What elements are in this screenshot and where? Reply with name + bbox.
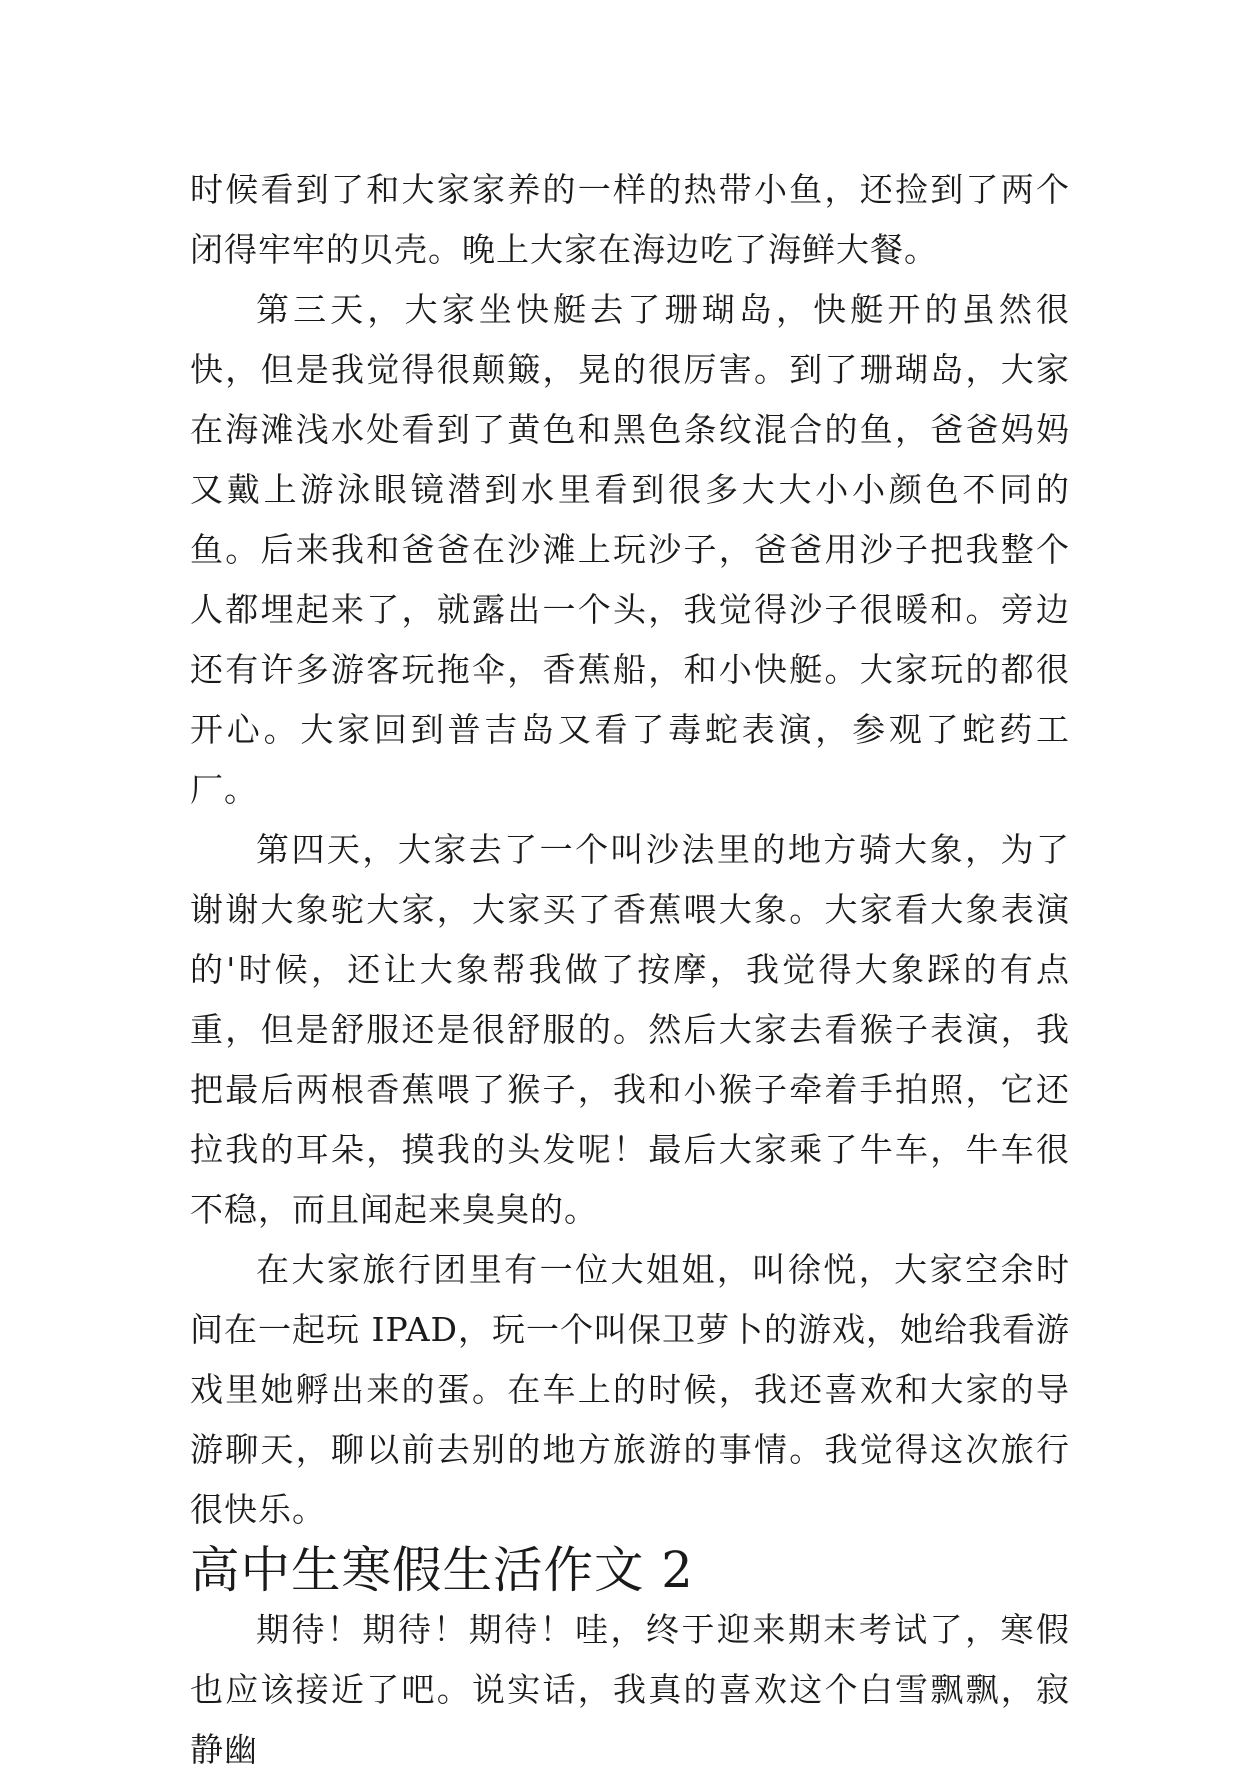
document-body — [190, 160, 1070, 1780]
essay-heading: 高中生寒假生活作文 2 — [190, 1541, 694, 1599]
paragraph-day-four: 第四天，大家去了一个叫沙法里的地方骑大象，为了谢谢大象驼大家，大家买了香蕉喂大象。大家看大象表演的'时候，还让大象帮我做了按摩，我觉得大象踩的有点重，但是舒服还是很舒服的。然后大家去看猴子表演，我把最后两根香蕉喂了猴子，我和小猴子牵着手拍照，它还拉我的耳朵，摸我的头发呢！最后大家乘了牛车，牛车很不稳，而且闻起来臭臭的。 — [190, 830, 1070, 1229]
paragraph-essay-two-start: 期待！期待！期待！哇，终于迎来期末考试了，寒假也应该接近了吧。说实话，我真的喜欢这个白雪飘飘，寂静幽 — [190, 1610, 1070, 1769]
paragraph-day-three: 第三天，大家坐快艇去了珊瑚岛，快艇开的虽然很快，但是我觉得很颠簸，晃的很厉害。到了珊瑚岛，大家在海滩浅水处看到了黄色和黑色条纹混合的鱼，爸爸妈妈又戴上游泳眼镜潜到水里看到很多大大小小颜色不同的鱼。后来我和爸爸在沙滩上玩沙子，爸爸用沙子把我整个人都埋起来了，就露出一个头，我觉得沙子很暖和。旁边还有许多游客玩拖伞，香蕉船，和小快艇。大家玩的都很开心。大家回到普吉岛又看了毒蛇表演，参观了蛇药工厂。 — [190, 290, 1070, 809]
paragraph-continuation: 时候看到了和大家家养的一样的热带小鱼，还捡到了两个闭得牢牢的贝壳。晚上大家在海边吃了海鲜大餐。 — [190, 170, 1070, 269]
paragraph-travel-group: 在大家旅行团里有一位大姐姐，叫徐悦，大家空余时间在一起玩 IPAD，玩一个叫保卫萝卜的游戏，她给我看游戏里她孵出来的蛋。在车上的时候，我还喜欢和大家的导游聊天，聊以前去别的地方旅游的事情。我觉得这次旅行很快乐。 — [190, 1250, 1070, 1529]
